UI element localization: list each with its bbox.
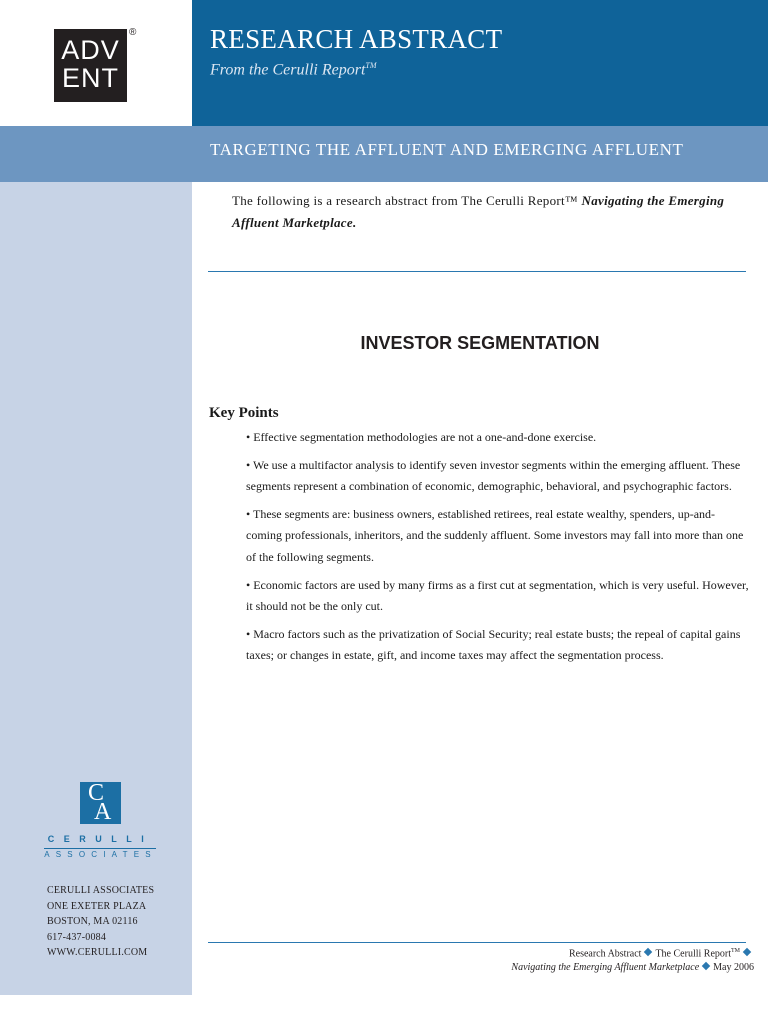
key-point-item: • Macro factors such as the privatization of Social Security; real estate busts; the repeal of capital gains taxes; or changes in estate, gift, and income taxes may affect the segmentation process. [246,626,741,663]
footer-tm: TM [731,948,740,954]
address-phone: 617-437-0084 [47,931,107,943]
key-point-item: • Economic factors are used by many firms as a first cut at segmentation, which is very useful. However, it should not be the only cut. [246,577,749,614]
header-band [192,0,768,126]
advent-logo-line2: ENT [62,63,119,93]
cerulli-name: CERULLI [47,834,154,844]
footer-line-1 [569,948,754,959]
diamond-icon [702,962,710,970]
report-title: Navigating the Emerging Affluent Marketplace. [232,193,725,230]
footer-doc-type: Research Abstract [568,948,642,960]
advent-logo [54,29,127,102]
registered-mark: ® [129,27,137,38]
subtitle-tm: TM [365,61,377,70]
logo-area [0,0,192,126]
divider-top [208,271,746,272]
cerulli-logo [80,782,121,824]
address-website: WWW.CERULLI.COM [47,947,148,958]
address-line: ONE EXETER PLAZA [47,900,147,912]
advent-logo-line1: ADV [61,35,120,65]
footer-line-2 [511,962,754,973]
key-point-item: • Effective segmentation methodologies are not a one-and-done exercise. [246,430,597,444]
contact-address [47,883,154,961]
cerulli-logo-rule [44,848,156,849]
key-points-heading: Key Points [209,405,279,421]
diamond-icon [743,948,751,956]
intro-text: The following is a research abstract from The Cerulli Report™ [232,193,578,208]
section-title: INVESTOR SEGMENTATION [360,333,600,353]
address-line: CERULLI ASSOCIATES [47,885,155,896]
key-point-item: • These segments are: business owners, established retirees, real estate wealthy, spenders, up-and-coming professionals, inheritors, and the suddenly affluent. Some investors may fall into more than one of the following segments. [246,506,744,564]
footer-report-title: Navigating the Emerging Affluent Marketplace [511,962,700,973]
key-point-item: • We use a multifactor analysis to identify seven investor segments within the emerging affluent. These segments represent a combination of economic, demographic, behavioral, and psychographic factors. [246,457,741,494]
subtitle-text: From the Cerulli Report [210,61,366,79]
diamond-icon [644,948,652,956]
key-points-list [246,427,751,673]
page-title: RESEARCH ABSTRACT [210,24,503,54]
topic-title: TARGETING THE AFFLUENT AND EMERGING AFFLUENT [210,140,684,159]
address-line: BOSTON, MA 02116 [47,916,138,927]
cerulli-logo-c: C [88,780,105,806]
footer-report: The Cerulli Report [655,948,731,960]
cerulli-associates: ASSOCIATES [44,850,157,859]
divider-footer [208,942,746,943]
footer-date: May 2006 [713,962,754,973]
page-subtitle [210,61,377,79]
intro-paragraph [232,190,732,234]
cerulli-logo-a: A [94,799,112,825]
